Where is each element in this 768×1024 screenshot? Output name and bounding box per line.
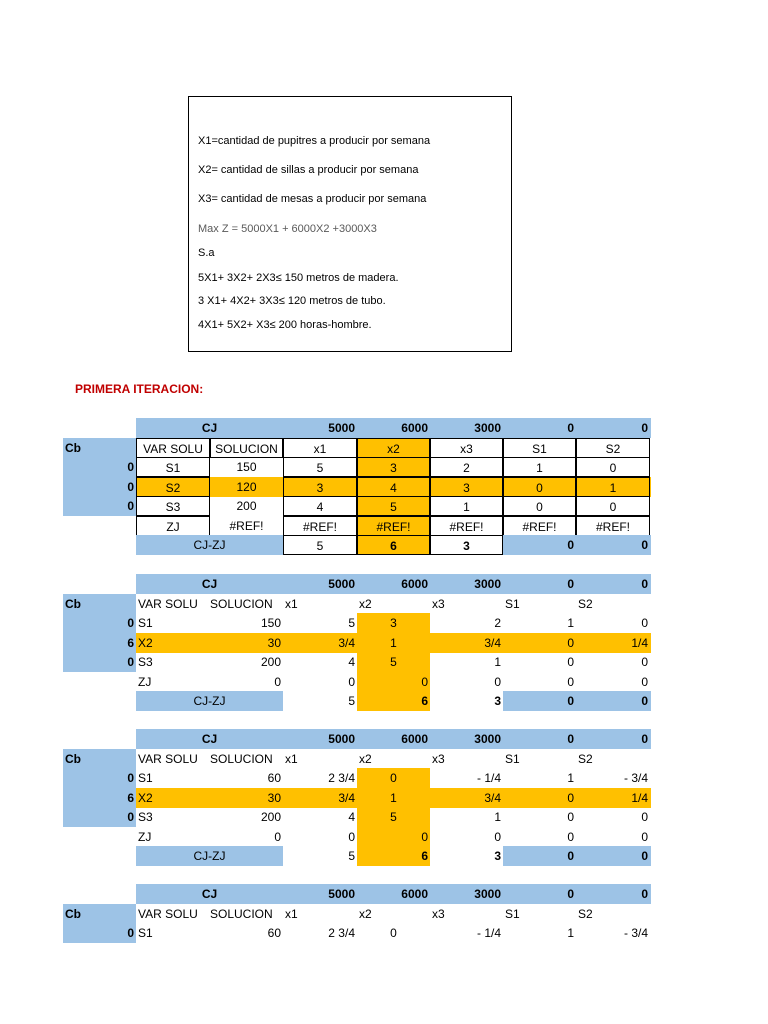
cb-value: 6 (127, 635, 134, 650)
coefficient-cell: 1 (503, 457, 576, 477)
section-title: PRIMERA ITERACION: (75, 382, 204, 396)
header-cell: S2 (578, 906, 593, 921)
cjzj-value: 0 (567, 849, 574, 863)
basic-variable: S2 (136, 477, 210, 497)
zj-value: #REF! (576, 516, 650, 536)
header-cell: x1 (285, 906, 298, 921)
zj-value: 0 (494, 674, 501, 689)
cj-value: 6000 (401, 421, 428, 435)
basic-variable: S1 (138, 771, 153, 785)
coefficient-cell: 3 (357, 457, 430, 477)
cjzj-value: 3 (430, 535, 503, 555)
header-cell: x2 (357, 438, 430, 458)
model-line: X2= cantidad de sillas a producir por semana (198, 164, 419, 176)
cb-label: Cb (65, 440, 81, 455)
header-cell: S2 (576, 438, 650, 458)
constraint-line: 4X1+ 5X2+ X3≤ 200 horas-hombre. (198, 319, 372, 331)
header-cell: S2 (578, 596, 593, 611)
zj-value: 0 (421, 674, 428, 689)
coefficient-cell: 0 (576, 496, 650, 516)
cj-value: 0 (567, 887, 574, 901)
cb-label: Cb (65, 906, 81, 921)
cjzj-label: CJ-ZJ (193, 694, 226, 708)
cj-value: 0 (567, 577, 574, 591)
coefficient-cell: 3 (430, 477, 503, 497)
coefficient-cell: 3/4 (484, 790, 501, 805)
coefficient-cell: 1 (390, 635, 397, 650)
cjzj-value: 6 (357, 535, 430, 555)
header-cell: S1 (503, 438, 576, 458)
header-cell: S1 (505, 751, 520, 766)
cj-value: 3000 (474, 887, 501, 901)
constraint-line: 3 X1+ 4X2+ 3X3≤ 120 metros de tubo. (198, 295, 386, 307)
coefficient-cell: 1 (494, 810, 501, 824)
cjzj-value: 0 (641, 849, 648, 863)
coefficient-cell: 4 (348, 655, 355, 669)
coefficient-cell: 1 (390, 790, 397, 805)
cj-value: 3000 (474, 421, 501, 435)
cb-value: 0 (127, 926, 134, 940)
cb-value: 0 (127, 655, 134, 669)
coefficient-cell: 0 (567, 810, 574, 824)
coefficient-cell: - 1/4 (476, 926, 501, 940)
header-cell: VAR SOLU (138, 906, 198, 921)
cb-value: 0 (127, 479, 134, 494)
coefficient-cell: 1 (430, 496, 503, 516)
cj-label: CJ (201, 732, 218, 746)
zj-value: 0 (348, 829, 355, 844)
cj-value: 5000 (328, 887, 355, 901)
zj-label: ZJ (136, 516, 210, 536)
solution-value: 150 (260, 616, 281, 630)
coefficient-cell: 0 (641, 616, 648, 630)
basic-variable: S3 (138, 810, 153, 824)
cj-label: CJ (201, 577, 218, 591)
header-cell: x3 (432, 596, 445, 611)
cjzj-value: 0 (567, 694, 574, 708)
coefficient-cell: 0 (390, 926, 397, 940)
solution-value: 150 (236, 460, 257, 474)
zj-value: 0 (641, 674, 648, 689)
header-cell: S1 (505, 906, 520, 921)
model-definition-box (188, 96, 512, 352)
basic-variable: S1 (138, 616, 153, 630)
solution-value: 30 (267, 635, 281, 650)
cjzj-value: 5 (283, 535, 357, 555)
zj-value: #REF! (503, 516, 576, 536)
cj-value: 6000 (401, 577, 428, 591)
coefficient-cell: - 3/4 (623, 926, 648, 940)
zj-solution: #REF! (229, 518, 264, 533)
coefficient-cell: 0 (567, 635, 574, 650)
coefficient-cell: 0 (503, 496, 576, 516)
cjzj-value: 0 (641, 538, 648, 552)
coefficient-cell: 2 3/4 (328, 926, 355, 940)
coefficient-cell: 0 (567, 790, 574, 805)
cj-label: CJ (201, 887, 218, 901)
coefficient-cell: 5 (348, 616, 355, 630)
cj-value: 0 (641, 577, 648, 591)
coefficient-cell: 0 (503, 477, 576, 497)
zj-solution: 0 (274, 674, 281, 689)
header-cell: SOLUCION (210, 751, 273, 766)
cb-value: 0 (127, 616, 134, 630)
coefficient-cell: 4 (283, 496, 357, 516)
zj-value: 0 (567, 674, 574, 689)
header-cell: VAR SOLU (138, 751, 198, 766)
coefficient-cell: 3/4 (338, 635, 355, 650)
header-cell: S1 (505, 596, 520, 611)
header-cell: x2 (359, 596, 372, 611)
header-cell: SOLUCION (210, 438, 283, 458)
model-line: X3= cantidad de mesas a producir por semana (198, 193, 427, 205)
cjzj-label: CJ-ZJ (193, 849, 226, 863)
cjzj-value: 3 (494, 849, 501, 863)
coefficient-cell: 0 (641, 810, 648, 824)
coefficient-cell: 1 (494, 655, 501, 669)
zj-value: 0 (348, 674, 355, 689)
cb-value: 0 (127, 771, 134, 785)
coefficient-cell: 4 (348, 810, 355, 824)
coefficient-cell: 5 (390, 810, 397, 824)
header-cell: SOLUCION (210, 906, 273, 921)
solution-value: 60 (267, 771, 281, 785)
coefficient-cell: 1 (576, 477, 650, 497)
cj-value: 0 (641, 732, 648, 746)
cb-label: Cb (65, 596, 81, 611)
zj-value: #REF! (283, 516, 357, 536)
header-cell: x2 (359, 751, 372, 766)
cb-value: 6 (127, 790, 134, 805)
cjzj-value: 0 (567, 538, 574, 552)
coefficient-cell: 3 (390, 616, 397, 630)
header-cell: x2 (359, 906, 372, 921)
cj-value: 6000 (401, 887, 428, 901)
coefficient-cell: 2 3/4 (328, 771, 355, 785)
cj-value: 0 (567, 421, 574, 435)
basic-variable: S3 (138, 655, 153, 669)
coefficient-cell: 2 (494, 616, 501, 630)
cjzj-value: 3 (494, 694, 501, 708)
coefficient-cell: 0 (576, 457, 650, 477)
coefficient-cell: 0 (641, 655, 648, 669)
coefficient-cell: - 3/4 (623, 771, 648, 785)
header-cell: VAR SOLU (136, 438, 210, 458)
basic-variable: X2 (138, 790, 153, 805)
coefficient-cell: 3/4 (484, 635, 501, 650)
zj-value: 0 (641, 829, 648, 844)
header-cell: x1 (285, 751, 298, 766)
cj-value: 3000 (474, 732, 501, 746)
cj-value: 6000 (401, 732, 428, 746)
coefficient-cell: 0 (390, 771, 397, 785)
header-cell: SOLUCION (210, 596, 273, 611)
objective-function: Max Z = 5000X1 + 6000X2 +3000X3 (198, 223, 377, 235)
header-cell: x3 (432, 906, 445, 921)
header-cell: x1 (285, 596, 298, 611)
cjzj-value: 5 (348, 849, 355, 863)
coefficient-cell: 1/4 (631, 790, 648, 805)
header-cell: x3 (430, 438, 503, 458)
basic-variable: S1 (136, 457, 210, 477)
coefficient-cell: 4 (357, 477, 430, 497)
solution-value: 200 (260, 810, 281, 824)
basic-variable: X2 (138, 635, 153, 650)
model-line: S.a (198, 247, 215, 259)
zj-value: 0 (421, 829, 428, 844)
coefficient-cell: 1 (567, 926, 574, 940)
basic-variable: S3 (136, 496, 210, 516)
header-cell: S2 (578, 751, 593, 766)
solution-value: 200 (236, 499, 257, 513)
solution-value: 200 (260, 655, 281, 669)
header-cell: VAR SOLU (138, 596, 198, 611)
coefficient-cell: 3 (283, 477, 357, 497)
cjzj-value: 5 (348, 694, 355, 708)
cj-label: CJ (201, 421, 218, 435)
cb-value: 0 (127, 460, 134, 474)
cjzj-value: 0 (641, 694, 648, 708)
zj-value: 0 (567, 829, 574, 844)
zj-value: #REF! (357, 516, 430, 536)
solution-value: 120 (236, 479, 257, 494)
zj-solution: 0 (274, 829, 281, 844)
solution-value: 60 (267, 926, 281, 940)
header-cell: x1 (283, 438, 357, 458)
cj-value: 0 (641, 421, 648, 435)
constraint-line: 5X1+ 3X2+ 2X3≤ 150 metros de madera. (198, 272, 399, 284)
cjzj-label: CJ-ZJ (193, 538, 226, 552)
cj-value: 0 (641, 887, 648, 901)
cj-value: 3000 (474, 577, 501, 591)
coefficient-cell: 5 (357, 496, 430, 516)
zj-label: ZJ (138, 829, 152, 844)
basic-variable: S1 (138, 926, 153, 940)
coefficient-cell: 1 (567, 616, 574, 630)
cj-value: 5000 (328, 421, 355, 435)
coefficient-cell: 1/4 (631, 635, 648, 650)
cb-value: 0 (127, 810, 134, 824)
cb-label: Cb (65, 751, 81, 766)
coefficient-cell: 2 (430, 457, 503, 477)
coefficient-cell: 1 (567, 771, 574, 785)
coefficient-cell: 5 (283, 457, 357, 477)
coefficient-cell: 3/4 (338, 790, 355, 805)
cj-value: 5000 (328, 577, 355, 591)
coefficient-cell: 0 (567, 655, 574, 669)
cb-value: 0 (127, 499, 134, 513)
zj-label: ZJ (138, 674, 152, 689)
cjzj-value: 6 (421, 849, 428, 863)
zj-value: #REF! (430, 516, 503, 536)
solution-value: 30 (267, 790, 281, 805)
coefficient-cell: 5 (390, 655, 397, 669)
cj-value: 0 (567, 732, 574, 746)
header-cell: x3 (432, 751, 445, 766)
cjzj-value: 6 (421, 694, 428, 708)
cj-value: 5000 (328, 732, 355, 746)
zj-value: 0 (494, 829, 501, 844)
model-line: X1=cantidad de pupitres a producir por semana (198, 135, 431, 147)
coefficient-cell: - 1/4 (476, 771, 501, 785)
